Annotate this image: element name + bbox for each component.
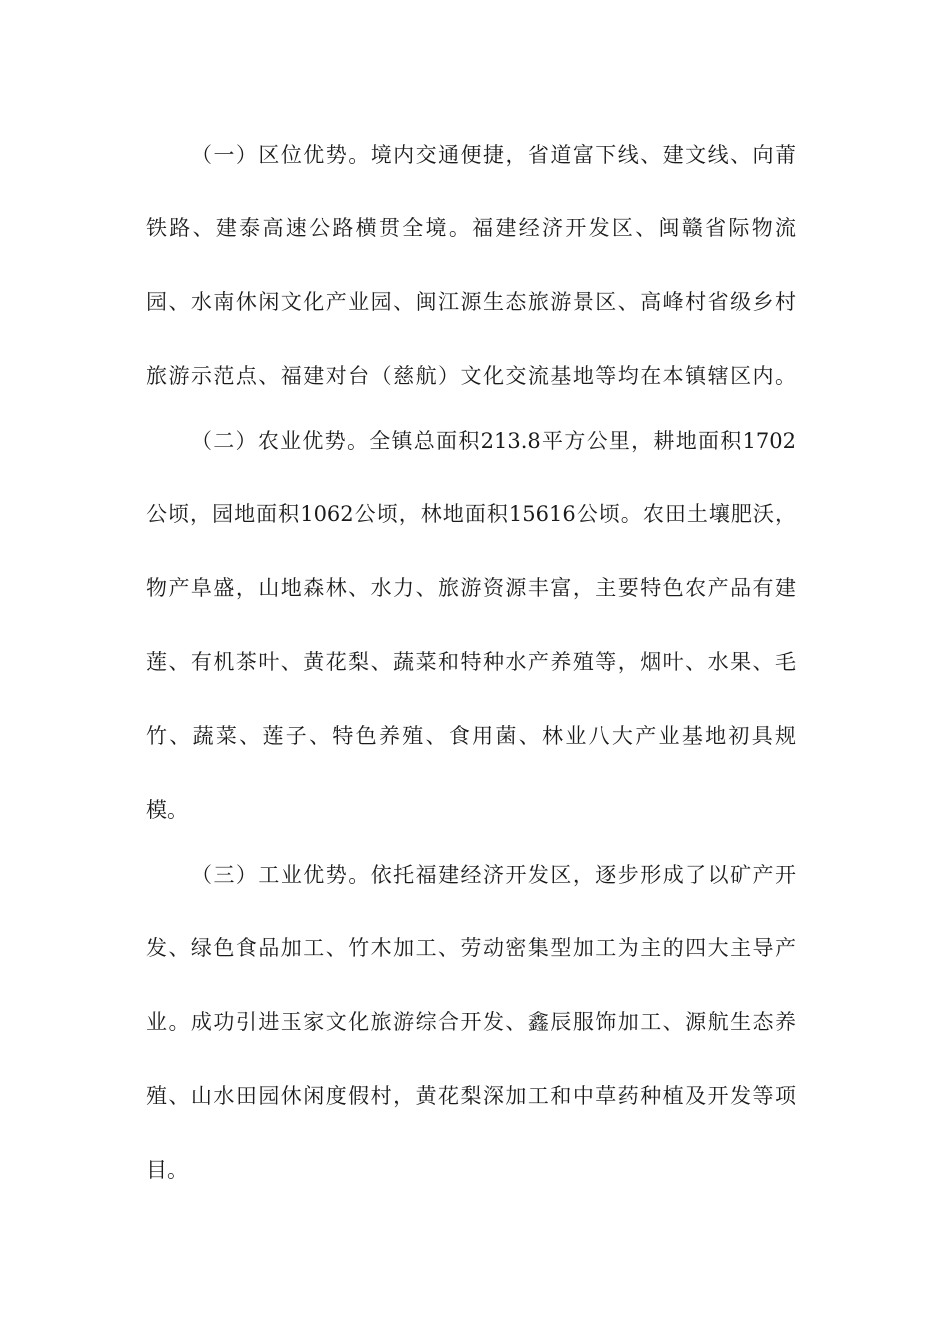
paragraph-1-line-1: （一）区位优势。境内交通便捷，省道富下线、建文线、向莆 xyxy=(191,143,796,167)
paragraph-3-line-4: 殖、山水田园休闲度假村，黄花梨深加工和中草药种植及开发等项 xyxy=(146,1084,796,1108)
paragraph-2-line-6: 模。 xyxy=(146,798,188,822)
paragraph-3-line-1: （三）工业优势。依托福建经济开发区，逐步形成了以矿产开 xyxy=(191,863,796,887)
paragraph-3-line-3: 业。成功引进玉家文化旅游综合开发、鑫辰服饰加工、源航生态养 xyxy=(146,1010,796,1034)
paragraph-1-line-2: 铁路、建泰高速公路横贯全境。福建经济开发区、闽赣省际物流 xyxy=(146,216,796,240)
paragraph-2-line-2: 公顷，园地面积1062公顷，林地面积15616公顷。农田土壤肥沃， xyxy=(146,502,796,526)
paragraph-2-line-1: （二）农业优势。全镇总面积213.8平方公里，耕地面积1702 xyxy=(191,429,796,453)
paragraph-2-line-5: 竹、蔬菜、莲子、特色养殖、食用菌、林业八大产业基地初具规 xyxy=(146,724,796,748)
paragraph-1-line-3: 园、水南休闲文化产业园、闽江源生态旅游景区、高峰村省级乡村 xyxy=(146,290,796,314)
paragraph-3-line-5: 目。 xyxy=(146,1158,188,1182)
paragraph-2-line-3: 物产阜盛，山地森林、水力、旅游资源丰富，主要特色农产品有建 xyxy=(146,576,796,600)
paragraph-3-line-2: 发、绿色食品加工、竹木加工、劳动密集型加工为主的四大主导产 xyxy=(146,936,796,960)
paragraph-2-line-4: 莲、有机茶叶、黄花梨、蔬菜和特种水产养殖等，烟叶、水果、毛 xyxy=(146,650,796,674)
paragraph-1-line-4: 旅游示范点、福建对台（慈航）文化交流基地等均在本镇辖区内。 xyxy=(146,364,796,388)
